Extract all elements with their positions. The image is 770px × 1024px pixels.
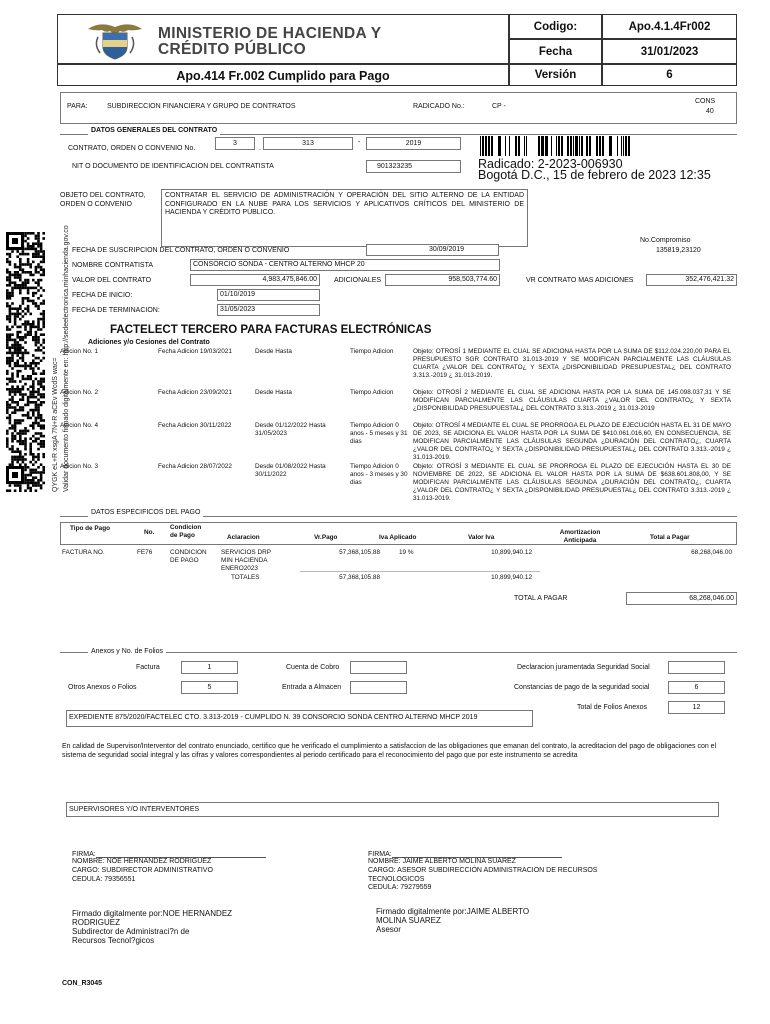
logo-box [57, 14, 509, 64]
inicio-value: 01/10/2019 [217, 289, 320, 301]
left-cedula: CEDULA: 79356551 [72, 876, 136, 883]
right-digital-2: MOLINA SUAREZ [376, 916, 441, 925]
terminacion-value: 31/05/2023 [217, 304, 320, 316]
otros-label: Otros Anexos o Folios [68, 684, 137, 691]
header-vr-pago: Vr.Pago [314, 534, 338, 541]
row-tipo: FACTURA NO. [62, 549, 105, 556]
valor-value: 4,983,475,846.00 [190, 274, 320, 286]
para-label: PARA: [67, 103, 88, 110]
adicion-objeto: Objeto: OTROSÍ 4 MEDIANTE EL CUAL SE PRORROGA EL PLAZO DE EJECUCIÓN HASTA EL 31 DE MAYO DE 2023, SE ADICIONA EL VALOR HASTA POR LA SUMA DE $410.061.016,60, EN CONSECUENCIA, SE MODIFICAN PARCIALMENTE LAS CLÁUSULAS SEGUNDA ¿DURACIÓN DEL CONTRATO¿, CUARTA ¿VALOR DEL CONTRATO¿ Y SEXTA ¿DISPONIBILIDAD PRESUPUESTAL¿ DEL CONTRATO 3.313.-2019 ¿ 31.013-2019. [413, 422, 731, 461]
left-digital-3: Subdirector de Administraci?n de [72, 927, 190, 936]
left-cargo: CARGO: SUBDIRECTOR ADMINISTRATIVO [72, 867, 213, 874]
row-total: 68,268,046.00 [691, 549, 732, 556]
adiciones-value: 958,503,774.60 [385, 274, 500, 286]
adicion-name: Adicion No. 1 [60, 348, 99, 355]
stamp-fecha: Bogotá D.C., 15 de febrero de 2023 12:35 [478, 168, 711, 182]
adicion-fecha: Fecha Adicion 23/09/2021 [158, 389, 232, 396]
codigo-label: Codigo: [509, 14, 602, 39]
left-digital-1: Firmado digitalmente por:NOE HERNANDEZ [72, 909, 233, 918]
adicion-desde-hasta: Desde 01/08/2022 Hasta 30/11/2022 [255, 463, 326, 478]
factelect-title: FACTELECT TERCERO PARA FACTURAS ELECTRÓNICAS [110, 324, 432, 336]
header-iva-aplicado: Iva Aplicado [379, 534, 417, 541]
terminacion-label: FECHA DE TERMINACION: [72, 307, 160, 314]
header-aclaracion: Aclaracion [227, 534, 260, 541]
nombre-label: NOMBRE CONTRATISTA [72, 262, 154, 269]
adicion-tiempo: Tiempo Adicion 0 anos - 3 meses y 30 dias [350, 463, 408, 486]
row-no: FE76 [137, 549, 153, 556]
vr-adiciones-label: VR CONTRATO MAS ADICIONES [526, 277, 634, 284]
header-total: Total a Pagar [650, 534, 690, 541]
totales-iva: 10,899,940.12 [491, 574, 532, 581]
adicion-objeto: Objeto: OTROSÍ 1 MEDIANTE EL CUAL SE ADICIONA HASTA POR LA SUMA DE $112.024.220,00 PARA EL PRESUPUESTO SGR CONTRATO 31.013-2019 Y SE MODIFICAN PARCIALMENTE LAS CLÁUSULAS CUARTA ¿VALOR DEL CONTRATO¿ Y SEXTA ¿DISPONIBILIDAD PRESUPUESTAL¿ DEL CONTRATO 3.313.-2019 ¿ 31.013-2019. [413, 348, 731, 379]
contrato-num1: 3 [215, 137, 255, 150]
version-label: Versión [509, 64, 602, 86]
right-firma: FIRMA: [368, 851, 392, 858]
supervisores-title: SUPERVISORES Y/O INTERVENTORES [66, 802, 719, 817]
adicion-fecha: Fecha Adicion 19/03/2021 [158, 348, 232, 355]
adicion-desde-hasta: Desde Hasta [255, 348, 292, 355]
constancias-label: Constancias de pago de la seguridad social [514, 684, 650, 691]
cons-value: 40 [706, 108, 714, 115]
expediente-box: EXPEDIENTE 875/2020/FACTELEC CTO. 3.313-2019 - CUMPLIDO N. 39 CONSORCIO SONDA CENTRO ALTERNO MHCP 2019 [66, 710, 533, 727]
adicion-fecha: Fecha Adicion 28/07/2022 [158, 463, 232, 470]
row-condicion: CONDICION DE PAGO [170, 549, 207, 564]
nombre-value: CONSORCIO SONDA - CENTRO ALTERNO MHCP 20 [190, 259, 500, 271]
almacen-value [350, 681, 407, 694]
para-value: SUBDIRECCION FINANCIERA Y GRUPO DE CONTRATOS [107, 103, 296, 110]
objeto-value: CONTRATAR EL SERVICIO DE ADMINISTRACIÓN Y OPERACIÓN DEL SITIO ALTERNO DE LA ENTIDAD CONFIGURADO EN LA NUBE PARA LOS SERVICIOS Y APLICATIVOS CRÍTICOS DEL MINISTERIO DE HACIENDA Y CRÉDITO PÚBLICO. [161, 189, 528, 247]
vr-adiciones-value: 352,476,421.32 [646, 274, 737, 286]
side-validation-text: Validar documento firmado digitalmente en: http://sedeelectronica.minhacienda.gov.co [63, 225, 70, 492]
right-nombre: NOMBRE: JAIME ALBERTO MOLINA SUAREZ [368, 858, 516, 865]
left-firma: FIRMA: [72, 851, 96, 858]
otros-value: 5 [181, 681, 238, 694]
header-valor-iva: Valor Iva [468, 534, 495, 541]
right-digital-3: Asesor [376, 925, 401, 934]
contrato-label: CONTRATO, ORDEN O CONVENIO No. [68, 145, 196, 152]
almacen-label: Entrada a Almacen [282, 684, 342, 691]
org-name-line1: MINISTERIO DE HACIENDA Y [158, 25, 382, 42]
totales-label: TOTALES [231, 574, 260, 581]
qr-code-icon [6, 232, 46, 494]
contrato-dash: - [358, 139, 361, 146]
declaracion-label: Declaracion juramentada Seguridad Social [517, 664, 650, 671]
declaracion-value [668, 661, 725, 674]
adicion-tiempo: Tiempo Adicion [350, 348, 394, 355]
objeto-label: OBJETO DEL CONTRATO, ORDEN O CONVENIO [60, 192, 146, 208]
total-pagar-label: TOTAL A PAGAR [514, 595, 568, 602]
row-vr-pago: 57,368,105.88 [339, 549, 380, 556]
coat-of-arms-icon [84, 19, 146, 61]
right-digital-1: Firmado digitalmente por:JAIME ALBERTO [376, 907, 530, 916]
form-title: Apo.414 Fr.002 Cumplido para Pago [57, 64, 509, 86]
adicion-tiempo: Tiempo Adicion 0 anos - 5 meses y 31 dias [350, 422, 408, 445]
radicado-value: CP - [492, 103, 506, 110]
compromiso-label: No.Compromiso [640, 237, 691, 244]
adiciones-title: Adiciones y/o Cesiones del Contrato [88, 339, 210, 346]
adicion-name: Adicion No. 2 [60, 389, 99, 396]
certification-text: En calidad de Supervisor/Interventor del contrato enunciado, certifico que he verificado el cumplimiento a satisfaccion de las obligaciones que emanan del contrato, la acreditacion del pago de obligaciones con el sistema de seguridad social integral y las cifras y valores correspondientes al periodo certificado para el reconocimiento del pago que por este instrumento se acredita [62, 743, 717, 759]
factura-label: Factura [136, 664, 160, 671]
adicion-desde-hasta: Desde Hasta [255, 389, 292, 396]
compromiso-value: 135819,23120 [656, 247, 701, 254]
cons-label: CONS [695, 98, 716, 105]
codigo-value: Apo.4.1.4Fr002 [602, 14, 737, 39]
cobro-value [350, 661, 407, 674]
radicado-label: RADICADO No.: [413, 103, 465, 110]
header-amortizacion: Amortizacion Anticipada [559, 529, 601, 544]
adicion-name: Adicion No. 3 [60, 463, 99, 470]
header-condicion: Condicion de Pago [170, 524, 202, 539]
nit-label: NIT O DOCUMENTO DE IDENTIFICACION DEL CONTRATISTA [72, 163, 274, 170]
adicion-objeto: Objeto: OTROSÍ 3 MEDIANTE EL CUAL SE PRORROGA EL PLAZO DE EJECUCIÓN HASTA EL 30 DE NOVIEMBRE DE 2022, SE ADICIONA EL VALOR HASTA POR LA SUMA DE $638.601.808,00, Y SE MODIFICAN PARCIALMENTE LAS CLÁUSULAS SEGUNDA ¿DURACIÓN DEL CONTRATO¿, CUARTA ¿VALOR DEL CONTRATO¿ Y SEXTA ¿DISPONIBILIDAD PRESUPUESTAL¿ DEL CONTRATO 3.313.-2019 ¿ 31.013-2019. [413, 463, 731, 502]
adicion-objeto: Objeto: OTROSÍ 2 MEDIANTE EL CUAL SE ADICIONA HASTA POR LA SUMA DE 145.098.037,31 Y SE MODIFICAN PARCIALMENTE LAS CLÁUSULAS CUARTA ¿VALOR DEL CONTRATO¿ Y SEXTA ¿DISPONIBILIDAD PRESUPUESTAL¿ DEL CONTRATO 3.313.-2019 ¿ 31.013-2019 [413, 389, 731, 412]
header-tipo: Tipo de Pago [70, 525, 111, 532]
side-validation-code: QYGK eL+R xsgA 7N+R aCEv WcdS wac= [52, 357, 59, 492]
right-cargo2: TECNOLOGICOS [368, 876, 425, 883]
left-digital-4: Recursos Tecnol?gicos [72, 936, 155, 945]
section-title-pago: DATOS ESPECIFICOS DEL PAGO [88, 509, 203, 518]
right-cedula: CEDULA: 79279559 [368, 884, 432, 891]
contrato-num2: 313 [263, 137, 353, 150]
contrato-year: 2019 [366, 137, 461, 150]
left-nombre: NOMBRE: NOE HERNANDEZ RODRIGUEZ [72, 858, 212, 865]
adiciones-label: ADICIONALES [334, 277, 382, 284]
row-aclaracion: SERVICIOS DRP MIN HACIENDA ENERO2023 [221, 549, 271, 572]
header-no: No. [144, 529, 155, 536]
constancias-value: 6 [668, 681, 725, 694]
adicion-tiempo: Tiempo Adicion [350, 389, 394, 396]
total-folios-value: 12 [668, 701, 725, 714]
fecha-value: 31/01/2023 [602, 39, 737, 64]
footer-code: CON_R3045 [62, 980, 103, 987]
section-title-generales: DATOS GENERALES DEL CONTRATO [88, 127, 220, 136]
suscripcion-label: FECHA DE SUSCRIPCION DEL CONTRATO, ORDEN O CONVENIO [72, 247, 290, 254]
row-iva: 19 % [399, 549, 414, 556]
contrato-dot: . [259, 145, 261, 152]
adicion-desde-hasta: Desde 01/12/2022 Hasta 31/05/2023 [255, 422, 326, 437]
fecha-label: Fecha [509, 39, 602, 64]
total-folios-label: Total de Folios Anexos [577, 704, 648, 711]
totales-vr-pago: 57,368,105.88 [339, 574, 380, 581]
valor-label: VALOR DEL CONTRATO [72, 277, 152, 284]
adicion-fecha: Fecha Adicion 30/11/2022 [158, 422, 232, 429]
totales-rule [300, 571, 540, 572]
row-valor-iva: 10,899,940.12 [491, 549, 532, 556]
right-cargo: CARGO: ASESOR SUBDIRECCIÓN ADMINISTRACION DE RECURSOS [368, 867, 598, 874]
version-value: 6 [602, 64, 737, 86]
left-digital-2: RODRIGUEZ [72, 918, 120, 927]
factura-value: 1 [181, 661, 238, 674]
barcode-icon [478, 136, 633, 158]
adicion-name: Adicion No. 4 [60, 422, 99, 429]
nit-value: 901323235 [366, 160, 461, 173]
inicio-label: FECHA DE INICIO: [72, 292, 133, 299]
stamp-radicado: Radicado: 2-2023-006930 [478, 157, 623, 171]
section-title-anexos: Anexos y No. de Folios [88, 648, 166, 657]
suscripcion-value: 30/09/2019 [366, 244, 499, 256]
cobro-label: Cuenta de Cobro [286, 664, 340, 671]
total-pagar-value: 68,268,046.00 [626, 592, 737, 605]
org-name-line2: CRÉDITO PÚBLICO [158, 41, 307, 58]
